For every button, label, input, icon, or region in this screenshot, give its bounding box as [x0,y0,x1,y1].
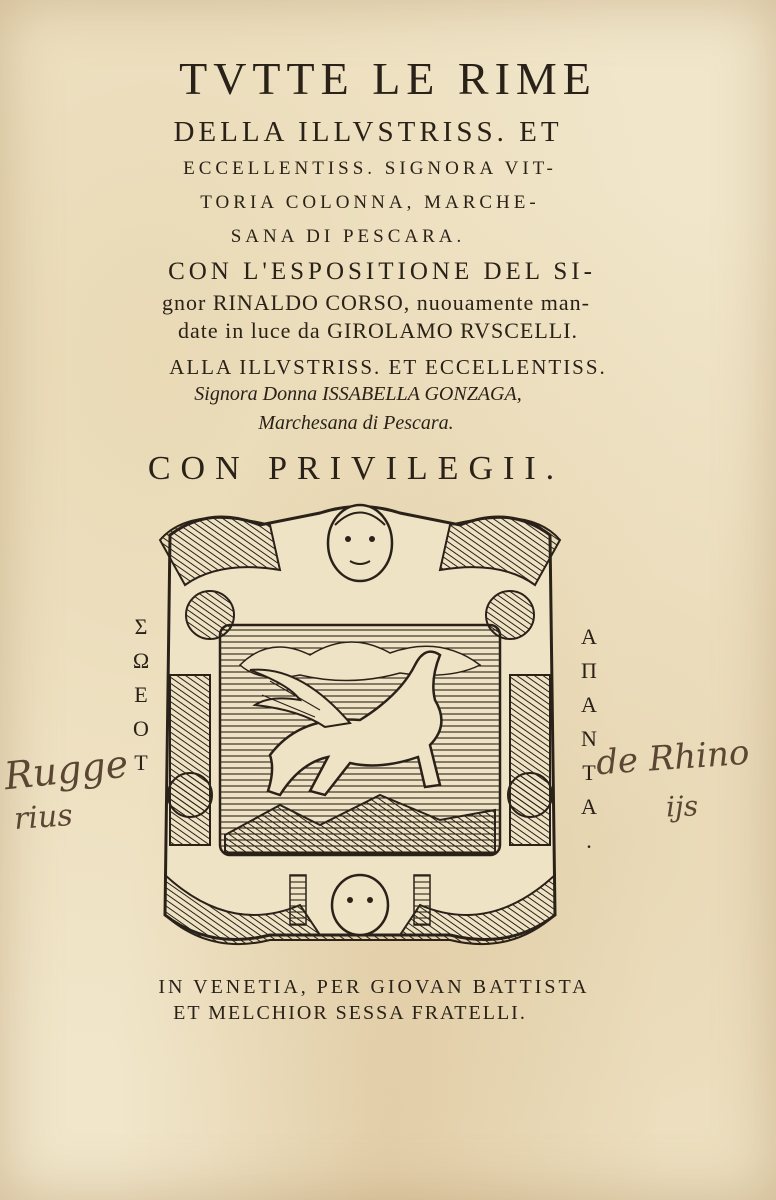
motto-right-letter: Τ [582,760,596,785]
motto-right-letter: Ν [581,726,597,751]
manuscript-note-right-top: de Rhino [594,732,751,784]
motto-left-letter: Τ [134,750,148,775]
printers-device-woodcut [150,495,570,965]
motto-left-letter: Σ [134,614,148,639]
imprint-line-2: ET MELCHIOR SESSA FRATELLI. [173,1002,527,1024]
title-line-1: TVTTE LE RIME [179,53,597,104]
commentary-line-1: CON L'ESPOSITIONE DEL SI- [168,258,596,285]
manuscript-note-left-top: Rugge [2,741,131,799]
title-line-5: SANA DI PESCARA. [230,226,466,247]
manuscript-note-left-bottom: rius [12,797,74,838]
manuscript-note-right-bottom: ijs [665,789,699,824]
motto-right-letter: Α [581,624,597,649]
dedication-line-3: Marchesana di Pescara. [258,412,454,434]
title-line-2: DELLA ILLVSTRISS. ET [173,116,563,148]
title-line-3: ECCELLENTISS. SIGNORA VIT- [183,158,557,179]
motto-right-letter: Π [581,658,597,683]
imprint-line-1: IN VENETIA, PER GIOVAN BATTISTA [158,976,590,998]
commentary-line-2: gnor RINALDO CORSO, nuouamente man- [162,290,590,315]
motto-right-letter: Α [581,794,597,819]
motto-left-letter: Ο [133,716,149,741]
dedication-line-2: Signora Donna ISSABELLA GONZAGA, [194,383,522,405]
title-line-4: TORIA COLONNA, MARCHE- [200,192,540,213]
motto-left-letter: Ε [134,682,148,707]
commentary-line-3: date in luce da GIROLAMO RVSCELLI. [177,318,579,343]
motto-left [126,610,156,780]
privilege-line: CON PRIVILEGII. [147,450,565,487]
motto-right-letter: Α [581,692,597,717]
motto-right-letter: . [586,828,592,853]
dedication-line-1: ALLA ILLVSTRISS. ET ECCELLENTISS. [169,355,607,379]
motto-left-letter: Ω [132,648,150,673]
motto-right [574,620,604,858]
